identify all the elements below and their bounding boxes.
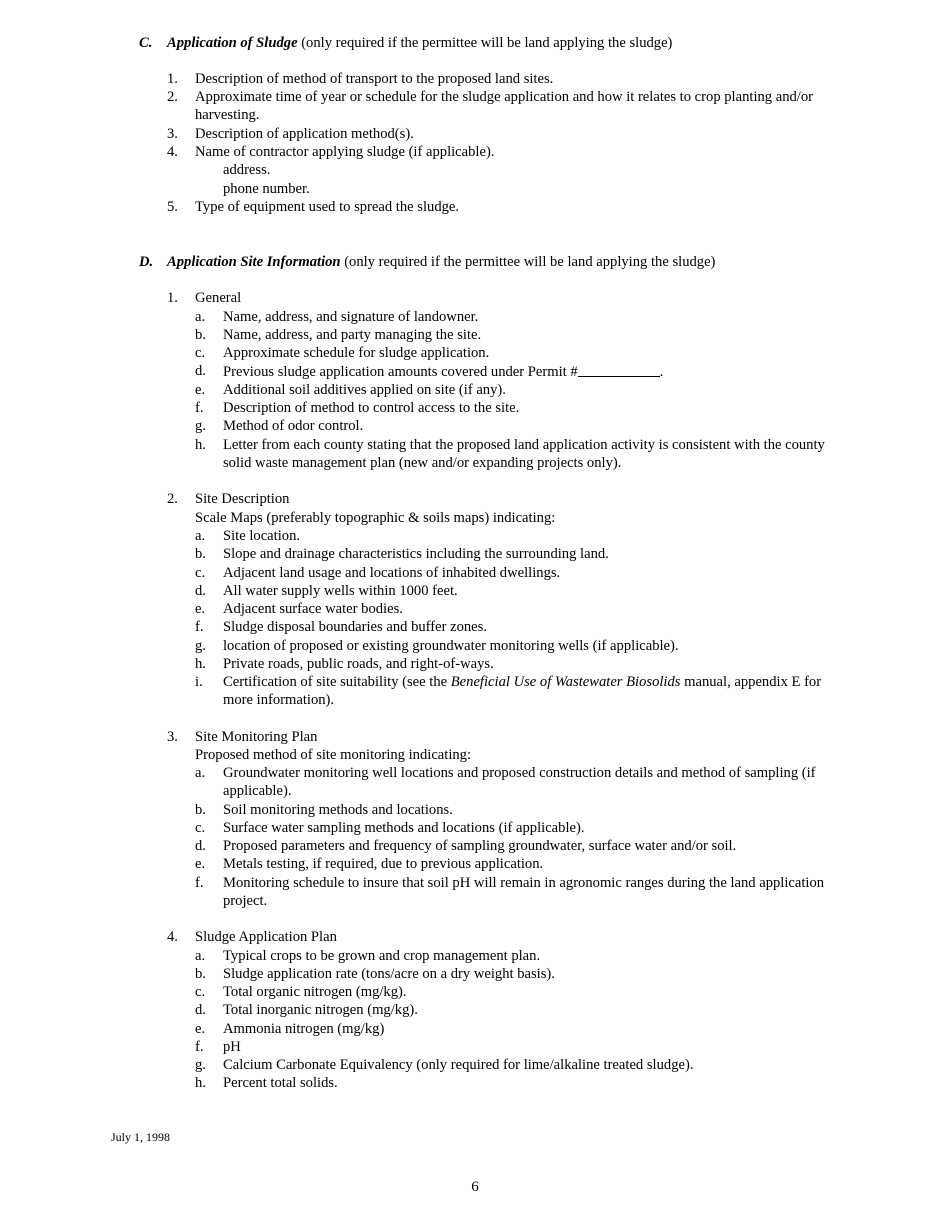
contractor-phone: phone number. (223, 181, 310, 197)
intro-text: Proposed method of site monitoring indicating: (195, 747, 472, 763)
section-title: Application of Sludge (only required if the permittee will be land applying the sludge) (167, 35, 673, 51)
manual-title: Beneficial Use of Wastewater Biosolids (450, 674, 681, 690)
page-number: 6 (471, 1179, 479, 1195)
section-letter: D. (139, 254, 154, 270)
section-letter: C. (139, 35, 153, 51)
section-title: Application Site Information (only required if the permittee will be land applying the sludge) (167, 254, 716, 270)
intro-text: Scale Maps (preferably topographic & soils maps) indicating: (195, 510, 556, 526)
contractor-address: address. (223, 162, 271, 178)
footer-date: July 1, 1998 (111, 1130, 171, 1144)
permit-number-blank[interactable] (578, 362, 660, 377)
